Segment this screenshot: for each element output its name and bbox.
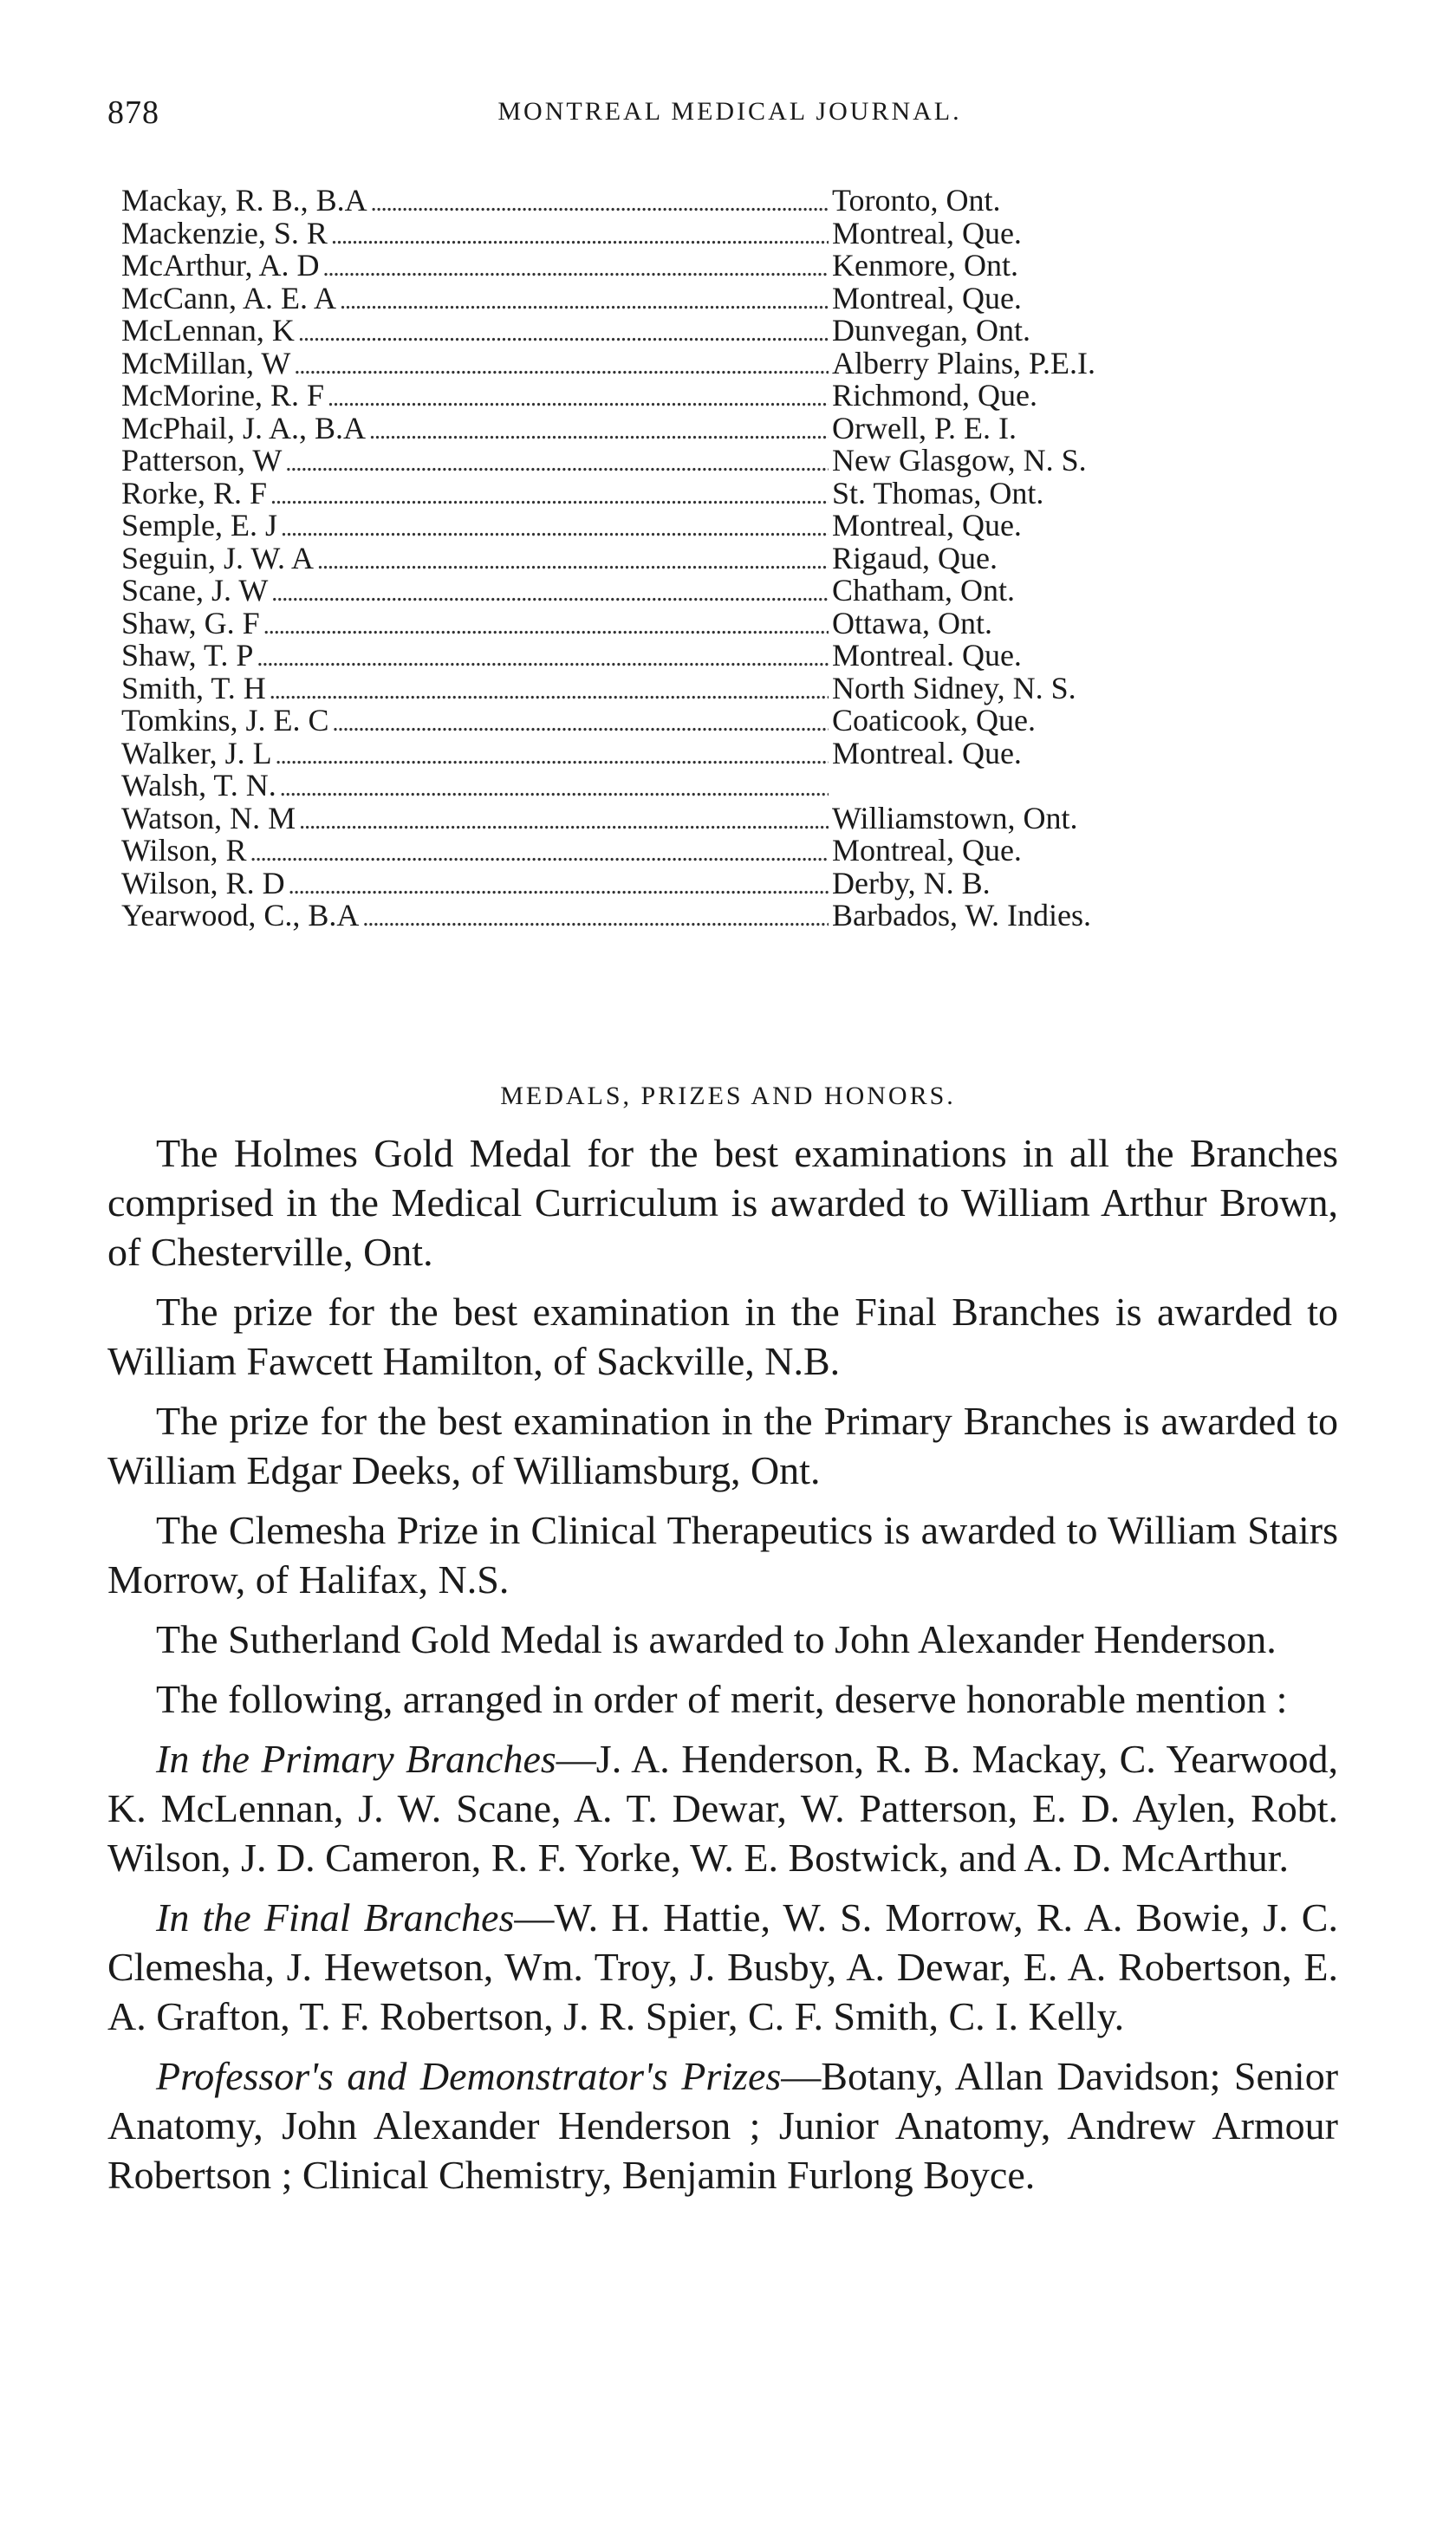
graduate-residence: Ottawa, Ont. bbox=[832, 605, 992, 640]
graduate-residence: Orwell, P. E. I. bbox=[832, 410, 1017, 445]
graduate-row bbox=[121, 345, 1352, 378]
graduate-name: McArthur, A. D bbox=[121, 248, 320, 283]
graduate-row bbox=[121, 475, 1352, 508]
graduate-residence: New Glasgow, N. S. bbox=[832, 443, 1087, 478]
graduate-row bbox=[121, 800, 1352, 833]
graduate-residence: Montreal. Que. bbox=[832, 735, 1022, 770]
graduate-name: McLennan, K bbox=[121, 313, 295, 348]
dot-leader bbox=[270, 483, 829, 510]
dot-leader bbox=[369, 418, 829, 445]
graduate-name: Rorke, R. F bbox=[121, 475, 268, 510]
graduate-row bbox=[121, 182, 1352, 218]
page-number: 878 bbox=[107, 94, 159, 131]
graduate-name: Watson, N. M bbox=[121, 800, 296, 835]
paragraph-primary-prize: The prize for the best examination in the Primary Branches is awarded to William Edgar Deeks, of Williamsburg, Ont. bbox=[107, 1399, 1338, 1492]
dot-leader bbox=[289, 873, 829, 900]
paragraph-clemesha-prize: The Clemesha Prize in Clinical Therapeutics is awarded to William Stairs Morrow, of Halifax, N.S. bbox=[107, 1508, 1338, 1602]
professor-prizes-heading: Professor's and Demonstrator's Prizes bbox=[156, 2054, 782, 2098]
graduate-residence: Barbados, W. Indies. bbox=[832, 898, 1091, 933]
graduate-row bbox=[121, 865, 1352, 898]
paragraph-final-branches bbox=[107, 1893, 1338, 2041]
graduate-residence: Alberry Plains, P.E.I. bbox=[832, 345, 1095, 380]
graduate-residence: Montreal, Que. bbox=[832, 215, 1022, 250]
graduate-name: Mackenzie, S. R bbox=[121, 215, 328, 250]
graduate-row bbox=[121, 442, 1352, 478]
professor-prizes-list: —Botany, Allan Davidson; Senior Anatomy, John Alexander Henderson ; Junior Anatomy, Andrew Armour Robertson ; Clinical Chemistry, Benjamin Furlong Boyce. bbox=[107, 2054, 1339, 2197]
graduate-name: Walsh, T. N. bbox=[121, 768, 276, 803]
graduate-name: Mackay, R. B., B.A bbox=[121, 183, 367, 218]
graduate-residence: Kenmore, Ont. bbox=[832, 248, 1018, 283]
graduate-row bbox=[121, 410, 1352, 443]
graduate-name: Scane, J. W bbox=[121, 573, 269, 608]
graduate-name: Wilson, R. D bbox=[121, 865, 285, 900]
graduate-name: Semple, E. J bbox=[121, 508, 277, 543]
graduate-residence: Dunvegan, Ont. bbox=[832, 313, 1030, 348]
graduate-row bbox=[121, 280, 1352, 313]
graduate-row bbox=[121, 605, 1352, 638]
paragraph-primary-branches bbox=[107, 1734, 1338, 1882]
graduate-residence: Coaticook, Que. bbox=[832, 703, 1036, 738]
paragraph-professor-prizes bbox=[107, 2051, 1338, 2200]
dot-leader bbox=[276, 743, 829, 770]
graduate-row bbox=[121, 670, 1352, 703]
graduate-row bbox=[121, 767, 1352, 803]
graduate-name: McCann, A. E. A bbox=[121, 280, 336, 315]
primary-branches-heading: In the Primary Branches bbox=[156, 1737, 556, 1781]
graduate-row bbox=[121, 247, 1352, 283]
graduate-row bbox=[121, 215, 1352, 248]
graduate-list bbox=[121, 182, 1352, 933]
graduate-row bbox=[121, 507, 1352, 543]
dot-leader bbox=[270, 678, 829, 705]
graduate-name: Shaw, T. P bbox=[121, 638, 254, 673]
graduate-residence: Montreal, Que. bbox=[832, 508, 1022, 543]
dot-leader bbox=[317, 548, 829, 575]
awards-text bbox=[107, 1128, 1338, 2210]
graduate-row bbox=[121, 572, 1352, 608]
graduate-residence: Richmond, Que. bbox=[832, 378, 1037, 413]
dot-leader bbox=[340, 288, 829, 315]
page-header bbox=[107, 94, 1352, 137]
graduate-residence: Montreal, Que. bbox=[832, 833, 1022, 868]
graduate-row bbox=[121, 637, 1352, 673]
graduate-row bbox=[121, 832, 1352, 868]
paragraph-sutherland-medal: The Sutherland Gold Medal is awarded to John Alexander Henderson. bbox=[156, 1617, 1277, 1661]
graduate-residence: Derby, N. B. bbox=[832, 865, 991, 900]
graduate-name: Walker, J. L bbox=[121, 735, 272, 770]
graduate-name: Smith, T. H bbox=[121, 670, 266, 705]
dot-leader bbox=[271, 580, 829, 608]
graduate-residence: Chatham, Ont. bbox=[832, 573, 1015, 608]
graduate-residence: Montreal, Que. bbox=[832, 280, 1022, 315]
graduate-name: Yearwood, C., B.A bbox=[121, 898, 360, 933]
paragraph-final-prize: The prize for the best examination in the Final Branches is awarded to William Fawcett Hamilton, of Sackville, N.B. bbox=[107, 1290, 1338, 1383]
graduate-row bbox=[121, 735, 1352, 768]
graduate-name: McMorine, R. F bbox=[121, 378, 324, 413]
graduate-name: Shaw, G. F bbox=[121, 605, 260, 640]
dot-leader bbox=[331, 223, 829, 250]
dot-leader bbox=[298, 320, 829, 348]
dot-leader bbox=[333, 710, 829, 738]
graduate-row bbox=[121, 377, 1352, 413]
dot-leader bbox=[250, 840, 829, 868]
dot-leader bbox=[362, 905, 829, 933]
dot-leader bbox=[285, 450, 829, 478]
graduate-row bbox=[121, 897, 1352, 933]
paragraph-honorable-mention: The following, arranged in order of merit, deserve honorable mention : bbox=[156, 1677, 1288, 1721]
dot-leader bbox=[299, 808, 829, 835]
graduate-residence: Toronto, Ont. bbox=[832, 183, 1001, 218]
dot-leader bbox=[371, 190, 829, 218]
graduate-residence: Rigaud, Que. bbox=[832, 540, 998, 575]
graduate-residence: Montreal. Que. bbox=[832, 638, 1022, 673]
running-head: MONTREAL MEDICAL JOURNAL. bbox=[497, 97, 962, 126]
graduate-residence: Williamstown, Ont. bbox=[832, 800, 1078, 835]
dot-leader bbox=[281, 515, 829, 543]
section-heading: MEDALS, PRIZES AND HONORS. bbox=[500, 1082, 956, 1110]
primary-branches-list: —J. A. Henderson, R. B. Mackay, C. Yearwood, K. McLennan, J. W. Scane, A. T. Dewar, W. Patterson, E. D. Aylen, Robt. Wilson, J. D. Cameron, R. F. Yorke, W. E. Bostwick, and A. D. McArthur. bbox=[107, 1737, 1338, 1880]
graduate-name: Seguin, J. W. A bbox=[121, 540, 315, 575]
graduate-residence: North Sidney, N. S. bbox=[832, 670, 1076, 705]
graduate-name: Patterson, W bbox=[121, 443, 283, 478]
final-branches-list: —W. H. Hattie, W. S. Morrow, R. A. Bowie, J. C. Clemesha, J. Hewetson, Wm. Troy, J. Busby, A. Dewar, E. A. Robertson, E. A. Grafton, T. F. Robertson, J. R. Spier, C. F. Smith, C. I. Kelly. bbox=[107, 1895, 1338, 2038]
graduate-row bbox=[121, 702, 1352, 738]
dot-leader bbox=[280, 775, 829, 803]
graduate-name: McPhail, J. A., B.A bbox=[121, 410, 367, 445]
graduate-residence: St. Thomas, Ont. bbox=[832, 475, 1044, 510]
paragraph-holmes-medal: The Holmes Gold Medal for the best examinations in all the Branches comprised in the Medical Curriculum is awarded to William Arthur Brown, of Chesterville, Ont. bbox=[107, 1131, 1338, 1274]
graduate-name: Tomkins, J. E. C bbox=[121, 703, 329, 738]
dot-leader bbox=[323, 255, 829, 283]
dot-leader bbox=[294, 353, 829, 380]
dot-leader bbox=[328, 385, 829, 413]
dot-leader bbox=[263, 613, 829, 640]
graduate-name: McMillan, W bbox=[121, 345, 291, 380]
graduate-name: Wilson, R bbox=[121, 833, 247, 868]
graduate-row bbox=[121, 312, 1352, 348]
dot-leader bbox=[257, 645, 829, 673]
final-branches-heading: In the Final Branches bbox=[156, 1895, 515, 1940]
graduate-row bbox=[121, 540, 1352, 573]
